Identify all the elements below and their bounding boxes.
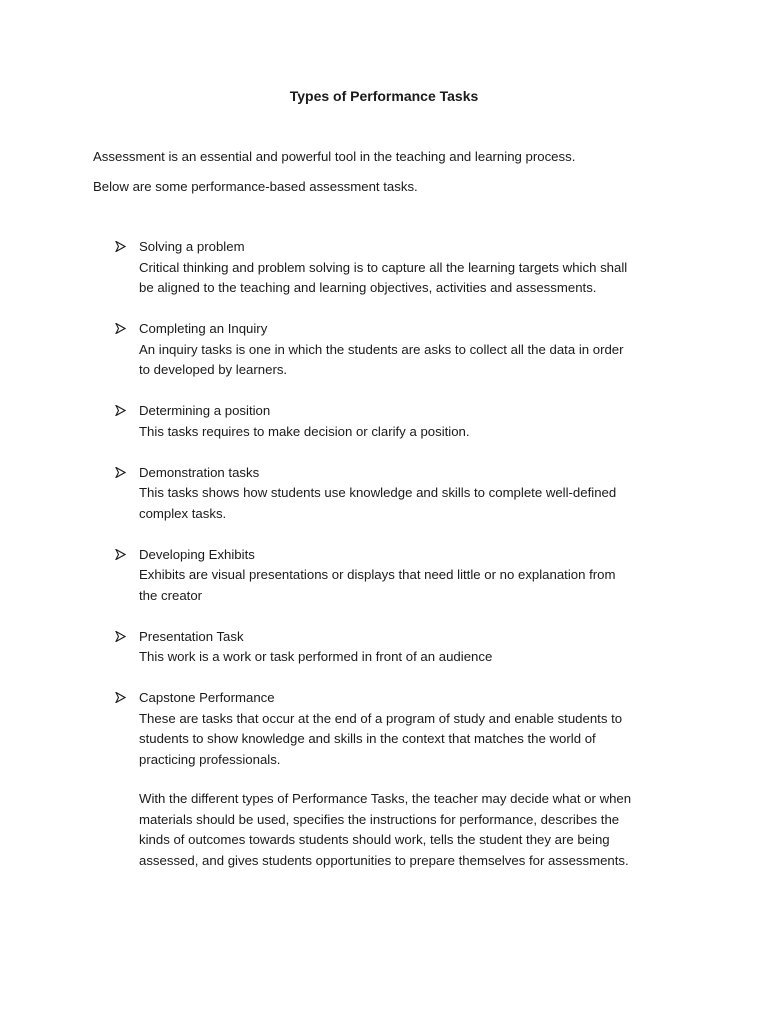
list-item-description: This work is a work or task performed in front of an audience (139, 649, 493, 664)
list-item (0, 627, 675, 668)
list-item-heading: Solving a problem (139, 239, 245, 254)
list-item (0, 463, 675, 525)
list-item-description: These are tasks that occur at the end of a program of study and enable students to students to show knowledge and skills in the context that matches the world of practicing professionals. (139, 710, 623, 767)
list-item-heading: Presentation Task (139, 628, 244, 644)
list-item-heading: Developing Exhibits (139, 546, 255, 562)
list-item-heading: Determining a position (139, 403, 271, 418)
list-item-description: This tasks requires to make decision or clarify a position. (139, 423, 470, 439)
arrow-bullet-icon (115, 688, 129, 708)
arrow-bullet-icon (115, 463, 129, 483)
arrow-bullet-icon (115, 237, 129, 257)
arrow-bullet-icon (115, 627, 129, 647)
intro-paragraph: Assessment is an essential and powerful tool in the teaching and learning process. (93, 149, 576, 164)
list-item-heading: Demonstration tasks (139, 464, 260, 480)
list-item (0, 688, 675, 770)
list-item-heading: Capstone Performance (139, 690, 275, 705)
list-item-description: Critical thinking and problem solving is to capture all the learning targets which shall be aligned to the teaching and learning objectives, activities and assessments. (139, 259, 628, 295)
list-item (0, 401, 675, 442)
page-title: Types of Performance Tasks (289, 88, 479, 104)
intro-paragraph: Below are some performance-based assessment tasks. (93, 179, 418, 194)
arrow-bullet-icon (115, 545, 129, 565)
list-item (0, 237, 675, 299)
task-list (0, 237, 768, 791)
arrow-bullet-icon (115, 319, 129, 339)
arrow-bullet-icon (115, 401, 129, 421)
closing-paragraph: With the different types of Performance Tasks, the teacher may decide what or when materials should be used, specifies the instructions for performance, describes the kinds of outcomes towards students should work, tells the student they are being assessed, and gives students opportunities to prepare themselves for assessments. (139, 791, 632, 868)
list-item (0, 545, 675, 607)
list-item-description: This tasks shows how students use knowledge and skills to complete well-defined complex tasks. (139, 485, 617, 521)
list-item (0, 319, 675, 381)
list-item-description: An inquiry tasks is one in which the students are asks to collect all the data in order to developed by learners. (139, 341, 624, 377)
list-item-heading: Completing an Inquiry (139, 321, 268, 336)
list-item-description: Exhibits are visual presentations or displays that need little or no explanation from the creator (139, 567, 616, 603)
